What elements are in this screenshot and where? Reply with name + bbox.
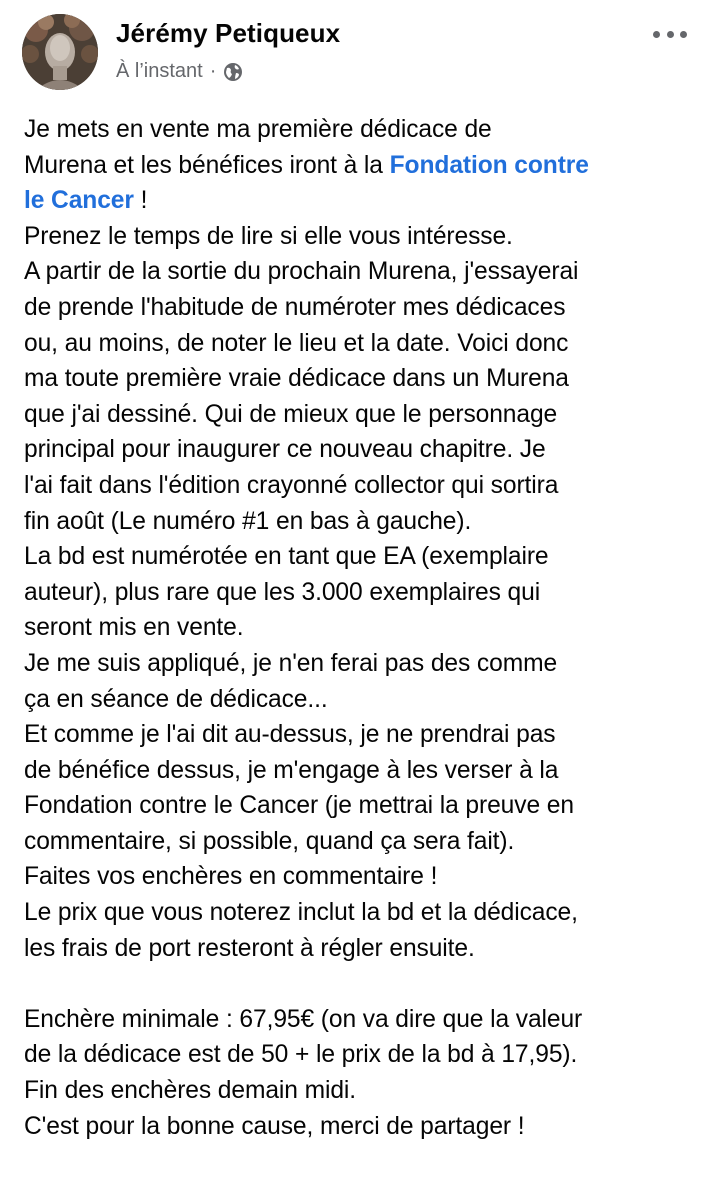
- post-line: de bénéfice dessus, je m'engage à les verser à la: [24, 756, 559, 784]
- post-line: Fin des enchères demain midi.: [24, 1077, 357, 1105]
- avatar[interactable]: [22, 14, 98, 90]
- post-line: Enchère minimale : 67,95€ (on va dire que la valeur: [24, 1005, 583, 1033]
- meta-separator: ·: [209, 60, 217, 82]
- post-meta: [116, 60, 243, 83]
- foundation-link-continued[interactable]: le Cancer: [24, 187, 134, 215]
- post-text-span: !: [133, 187, 148, 215]
- avatar-image: [22, 14, 98, 90]
- post-line: principal pour inaugurer ce nouveau chapitre. Je: [24, 436, 546, 464]
- post-line: [24, 183, 694, 219]
- post-line: [24, 148, 694, 184]
- post-line: Et comme je l'ai dit au-dessus, je ne prendrai pas: [24, 721, 556, 749]
- more-dot: [653, 31, 660, 38]
- post-line: A partir de la sortie du prochain Murena, j'essayerai: [24, 258, 579, 286]
- paragraph-break: [24, 966, 694, 1002]
- more-dot: [680, 31, 687, 38]
- post-line: ça en séance de dédicace...: [24, 685, 328, 713]
- post-line: Je mets en vente ma première dédicace de: [24, 116, 492, 143]
- post-line: commentaire, si possible, quand ça sera fait).: [24, 827, 515, 855]
- post-line: les frais de port resteront à régler ensuite.: [24, 934, 475, 962]
- post-line: Le prix que vous noterez inclut la bd et la dédicace,: [24, 899, 578, 927]
- post-line: que j'ai dessiné. Qui de mieux que le personnage: [24, 400, 558, 428]
- post-line: Je me suis appliqué, je n'en ferai pas des comme: [24, 649, 558, 677]
- foundation-link[interactable]: Fondation contre: [389, 151, 589, 179]
- post-line: l'ai fait dans l'édition crayonné collector qui sortira: [24, 471, 559, 499]
- globe-icon[interactable]: [223, 62, 243, 82]
- author-name[interactable]: Jérémy Petiqueux: [116, 18, 341, 48]
- post-text-span: Murena et les bénéfices iront à la: [24, 151, 390, 179]
- post-line: Prenez le temps de lire si elle vous intéresse.: [24, 222, 513, 250]
- post-time[interactable]: À l’instant: [116, 60, 203, 82]
- post-line: de la dédicace est de 50 + le prix de la bd à 17,95).: [24, 1041, 578, 1069]
- post-line: Fondation contre le Cancer (je mettrai la preuve en: [24, 792, 574, 820]
- more-dot: [667, 31, 674, 38]
- post-header: [0, 0, 707, 112]
- post-line: La bd est numérotée en tant que EA (exemplaire: [24, 543, 549, 571]
- post-line: Faites vos enchères en commentaire !: [24, 863, 438, 891]
- more-options-icon[interactable]: [653, 24, 687, 44]
- post-line: fin août (Le numéro #1 en bas à gauche).: [24, 507, 472, 535]
- post-line: auteur), plus rare que les 3.000 exemplaires qui: [24, 578, 541, 606]
- post-line: seront mis en vente.: [24, 614, 244, 642]
- post-line: ma toute première vraie dédicace dans un Murena: [24, 365, 569, 393]
- post-line: ou, au moins, de noter le lieu et la date. Voici donc: [24, 329, 569, 357]
- post-line: de prende l'habitude de numéroter mes dédicaces: [24, 293, 566, 321]
- post-text: [24, 112, 694, 1144]
- post-line: C'est pour la bonne cause, merci de partager !: [24, 1112, 525, 1140]
